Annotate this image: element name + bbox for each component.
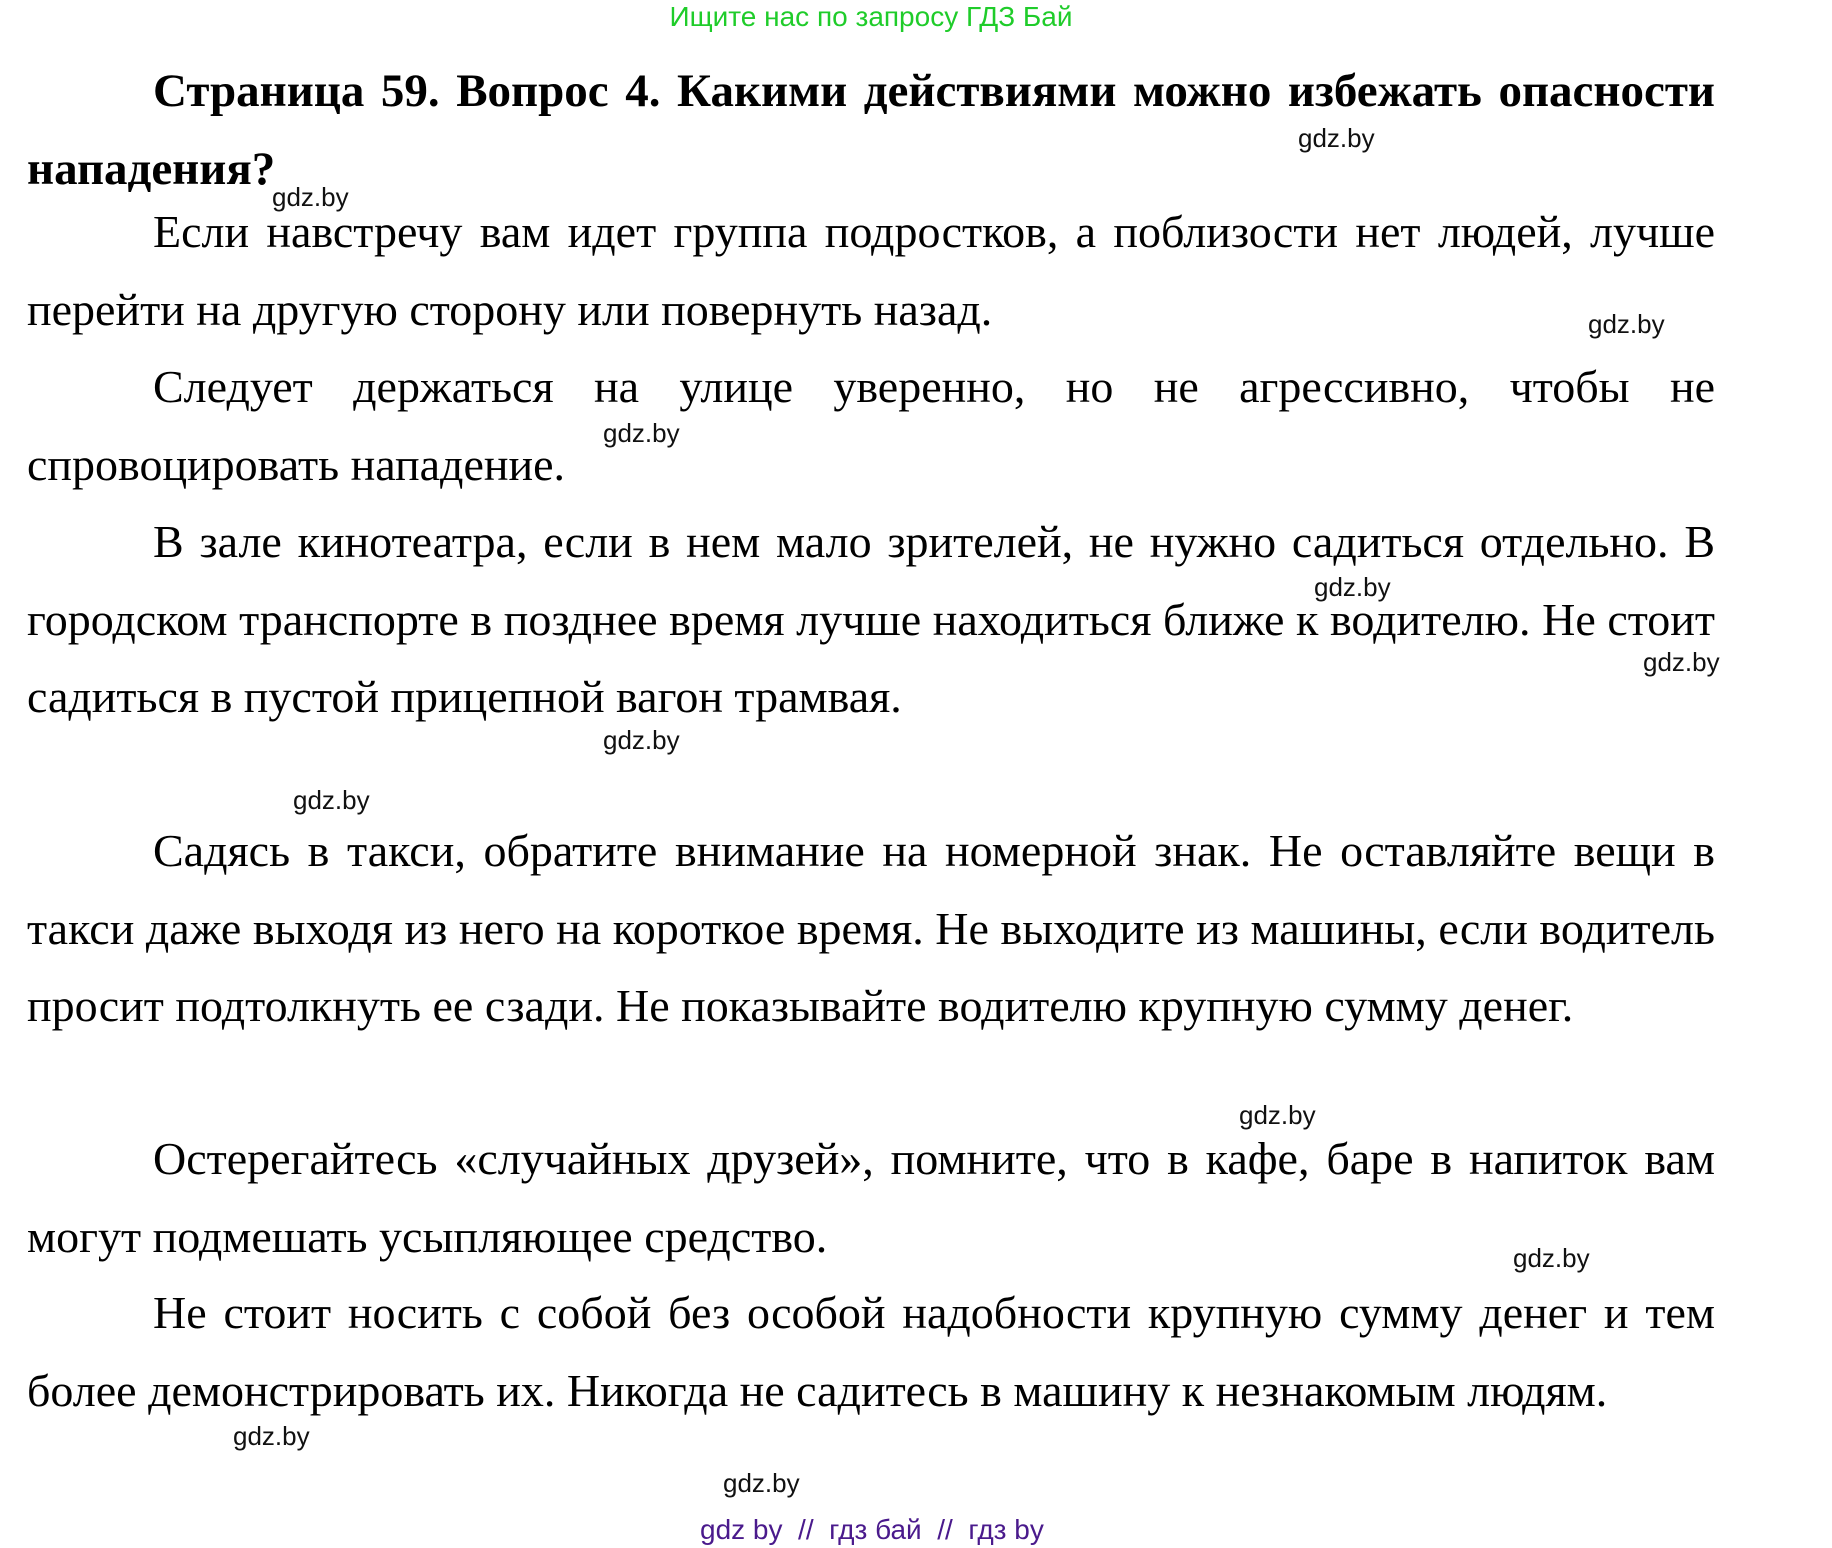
watermark: gdz.by xyxy=(603,418,680,448)
search-banner: Ищите нас по запросу ГДЗ Бай xyxy=(669,1,1073,32)
watermark: gdz.by xyxy=(1239,1100,1316,1130)
watermark: gdz.by xyxy=(1314,572,1391,602)
watermark: gdz.by xyxy=(233,1421,310,1451)
paragraph-5: Остерегайтесь «случайных друзей», помните, что в кафе, баре в напиток вам могут подмешать усыпляющее средство. xyxy=(27,1133,1715,1262)
watermark: gdz.by xyxy=(1298,123,1375,153)
paragraph-4: Садясь в такси, обратите внимание на номерной знак. Не оставляйте вещи в такси даже выходя из него на короткое время. Не выходите из машины, если водитель просит подтолкнуть ее сзади. Не показывайте водителю крупную сумму денег. xyxy=(27,825,1715,1031)
watermark: gdz.by xyxy=(1588,309,1665,339)
paragraph-3: В зале кинотеатра, если в нем мало зрителей, не нужно садиться отдельно. В городском транспорте в позднее время лучше находиться ближе к водителю. Не стоит садиться в пустой прицепной вагон трамвая. xyxy=(27,516,1715,722)
footer-links: gdz by // гдз бай // гдз by xyxy=(700,1514,1044,1545)
watermark: gdz.by xyxy=(1643,647,1720,677)
watermark: gdz.by xyxy=(1513,1243,1590,1273)
watermark: gdz.by xyxy=(272,182,349,212)
watermark: gdz.by xyxy=(293,785,370,815)
page-title: Страница 59. Вопрос 4. Какими действиями можно избежать опасности нападения? xyxy=(27,65,1715,195)
paragraph-2: Следует держаться на улице уверенно, но не агрессивно, чтобы не спровоцировать нападение. xyxy=(27,361,1715,490)
paragraph-1: Если навстречу вам идет группа подростков, а поблизости нет людей, лучше перейти на другую сторону или повернуть назад. xyxy=(27,206,1715,335)
paragraph-6: Не стоит носить с собой без особой надобности крупную сумму денег и тем более демонстрировать их. Никогда не садитесь в машину к незнакомым людям. xyxy=(27,1287,1715,1416)
watermark: gdz.by xyxy=(723,1468,800,1498)
watermark: gdz.by xyxy=(603,725,680,755)
